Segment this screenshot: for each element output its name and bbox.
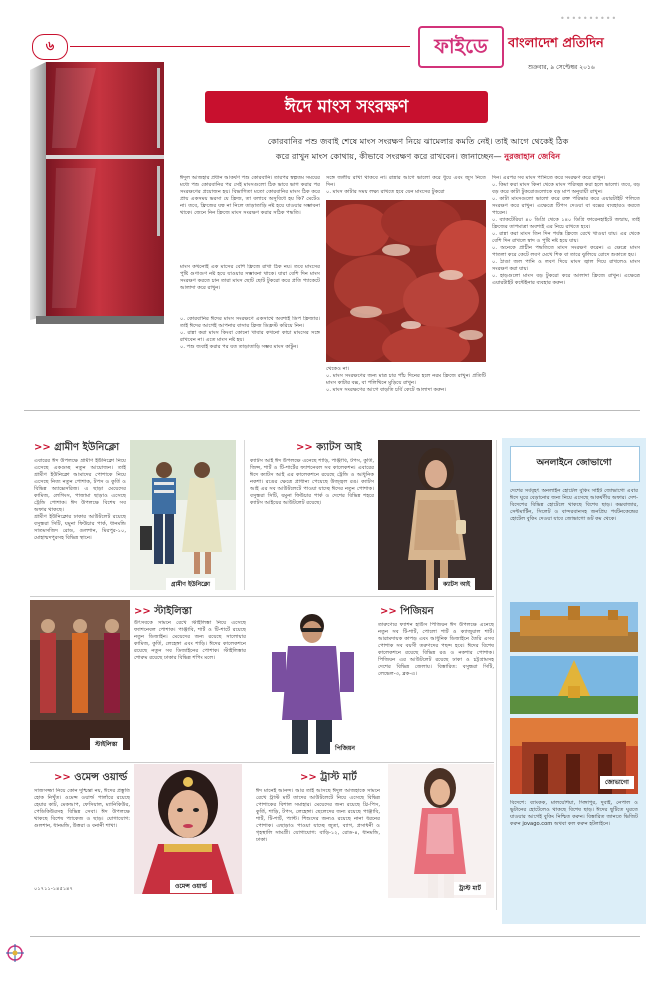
grameen-photo-caption: গ্রামীণ ইউনিক্লো xyxy=(166,578,215,591)
grameen-title-text: গ্রামীণ ইউনিক্লো xyxy=(54,442,120,453)
lead-intro-text: করে রাখুন মাংস কোথায়, কীভাবে সংরক্ষণ করে রাখবেন। জানাচ্ছেন— xyxy=(275,151,502,161)
lead-col2-p2: থেকেও না। ০. মাংস সংরক্ষণের জন্য মাত্র চার পাঁচ দিনের হলে নরম ফ্রিজে রাখুন। প্রতিটি মাংস কাটার বক্স, বা পলিথিনে মুড়িয়ে রাখুন। ০. মাংস সংরক্ষণের আগে বাড়তি চর্বি কেটে আলাদা করুন। xyxy=(326,366,486,393)
pigeon-photo-caption: পিজিয়ন xyxy=(330,742,360,755)
pigeon-photo xyxy=(254,600,372,756)
pigeon-title-text: পিজিয়ন xyxy=(400,606,434,617)
stylista-photo-caption: স্টাইলিস্তা xyxy=(90,738,123,751)
stylista-title xyxy=(134,604,192,621)
online-body2: বিদেশে: ব্যাংকক, মালয়েশিয়া, সিঙ্গাপুর, দুবাই, নেপাল ও ভুটানের হোটেলেও থাকছে বিশেষ ছাড়। ঈদের ছুটিতে ঘুরতে যাওয়ার আগেই বুকিং নিশ্চিত করুন। বিস্তারিত জানতে ভিজিট করুন jovago.com অথবা কল করুন হটলাইনে। xyxy=(510,800,638,827)
newspaper-name: বাংলাদেশ প্রতিদিন xyxy=(508,36,604,51)
lead-col1-p3: ০. কোরবানির ঈদের মাংস সংরক্ষণে একসাথে অবশ্যই ডিপ ফ্রিজার। তাই ঈদের আগেই আপনার বাসার ফ্রিজ ডিফ্রস্ট করিয়ে নিন। ০. রান্না করা মাংস কিংবা কোনো খাবার কখনো কাচা মাংসের সঙ্গে রাখবেন না। এতে মাংস নষ্ট হয়। ০. পশু জবাই করার পর যত তাড়াতাড়ি সম্ভব মাংস কাটুন। xyxy=(180,316,320,350)
column-divider xyxy=(496,440,497,910)
womens-world-title xyxy=(54,770,127,787)
grameen-title xyxy=(34,440,119,457)
trust-mart-body: ঈদ মানেই আনন্দ। আর তাই আসছে ঈদুল আজহাকে সামনে রেখে ট্রাস্ট মার্ট তাদের আউটলেটে নিয়ে এসেছে বিভিন্ন পোশাকের বিশাল সমাহার। মেয়েদের জন্য রয়েছে থ্রি-পিস, কুর্তি, শাড়ি, টপস, লেহেঙ্গা। ছেলেদের জন্য রয়েছে পাঞ্জাবি, শার্ট, টি-শার্ট, প্যান্ট। শিশুদের জন্যও রয়েছে নানা ধরনের পোশাক। এছাড়াও পাওয়া যাচ্ছে জুতা, ব্যাগ, প্রসাধনী ও গৃহস্থালি সামগ্রী। যোগাযোগ: বাড়ি-১২, রোড-৪, ধানমন্ডি, ঢাকা। xyxy=(256,788,380,843)
online-photo-pagoda xyxy=(510,656,638,714)
grameen-body: এবারের ঈদ উপলক্ষে গ্রামীণ ইউনিক্লো নিয়ে এসেছে একগুচ্ছ নতুন আয়োজন। তাই গ্রামীণ ইউনিক্লো আমাদের পোশাকে নিয়ে এসেছে নিত্য নতুন পোশাক, টপস ও কুর্তি ও বিভিন্ন অ্যাক্সেসরিজ। এ ছাড়া মেয়েদের কামিজ, লেগিংস, পাজামা ছাড়াও এসেছে ট্রেন্ডি পোশাক। ঈদ উপলক্ষে বিশেষ সব অফার থাকছে। গ্রামীণ ইউনিক্লোর ঢাকার আউটলেট রয়েছে বসুন্ধরা সিটি, যমুনা ফিউচার পার্ক, ধানমন্ডি সাতমসজিদ রোড, গুলশান, মিরপুর-১০, মোহাম্মদপুরসহ বিভিন্ন স্থানে। xyxy=(34,458,126,541)
pigeon-title xyxy=(380,604,434,621)
supplement-logo xyxy=(418,26,504,68)
online-title: অনলাইনে জোভাগো xyxy=(536,458,612,468)
lead-col3-p1: দিন। এরপর সব মাংস পানিতে করে সংরক্ষণ করে রাখুন। ০. কিমা করা মাংস কিনা থেকে মাংস পরিচ্ছন্ন করা হলে ভালো। তবে, বড় বড় করে কাটা টুকরোগুলোকে বড় মাপ অনুযায়ী রাখুন। ০. কাটা মাংসগুলো ভালো করে রক্ত পরিষ্কার করে এয়ারটাইট পলিতে সংরক্ষণ করে রাখুন। এক্ষেত্রে টিপস দেওয়া বা বক্সের ব্যবহারও করতে পারেন। ০. ব্যাকটেরিয়া ৪০ ডিগ্রি থেকে ১৪০ ডিগ্রি ফারেনহাইটে জন্মায়, তাই ফ্রিজের তাপমাত্রা অবশ্যই এর নিচে রাখতে হবে। ০. রান্না করা মাংস তিন দিন পর্যন্ত ফ্রিজে রেখে খাওয়া যায়। এর থেকে বেশি দিন রাখলে স্বাদ ও পুষ্টি নষ্ট হয়ে যায়। ০. অনেকে প্রাচীন পদ্ধতিতে মাংস সংরক্ষণ করেন। এ ক্ষেত্রে মাংস পাতলা করে কেটে লবণ মেখে শিক বা তারে ঝুলিয়ে রোদে শুকাতে হয়। ০. ঠাণ্ডা জল পানি ও লবণ দিয়ে মাংস জ্বাল দিয়ে রাখলেও মাংস সংরক্ষণ করা যায়। ০. হাড়গুলো মাংস বড় টুকরো করে আলাদা ফ্রিজে রাখুন। এক্ষেত্রে এয়ারটাইট কন্টেইনার ব্যবহার করুন। xyxy=(492,175,640,286)
footer-rule xyxy=(30,936,640,937)
womens-world-title-text: ওমেন্স ওয়ার্ল্ড xyxy=(74,772,128,783)
trust-mart-title xyxy=(300,770,357,787)
page-number-badge xyxy=(32,34,68,60)
lead-intro-line2 xyxy=(198,151,638,164)
cats-eye-photo xyxy=(378,440,492,590)
trust-mart-title-text: ট্রাস্ট মার্ট xyxy=(320,772,357,783)
cats-eye-body: ক্যাটস আই ঈদ উপলক্ষে এনেছে শাড়ি, পাঞ্জাবি, টপস, কুর্তি, জিন্স, শার্ট ও টি-শার্টের ফ্যাশনেবল সব কালেকশন। এবারের ঈদে ক্যাটস আই এর কালেকশনে রয়েছে ট্রেন্ডি ও আধুনিক নকশা। রঙের ক্ষেত্রে প্রাধান্য পেয়েছে উজ্জ্বল রঙ। ক্যাটস আই এর সব আউটলেটে পাওয়া যাচ্ছে ঈদের নতুন পোশাক। বসুন্ধরা সিটি, যমুনা ফিউচার পার্ক ও দেশের বিভিন্ন শহরে ক্যাটস আইয়ের আউটলেট রয়েছে। xyxy=(250,458,374,506)
supplement-name: ফাইডে xyxy=(434,34,488,58)
dots-decoration: •••••••••• xyxy=(560,14,618,23)
issue-date: শুক্রবার, ৯ সেপ্টেম্বর ২০১৬ xyxy=(528,64,595,71)
womens-world-body: সাজসজ্জা নিয়ে কোন দুশ্চিন্তা নয়, ঈদের প্রস্তুতি হোক নিখুঁত। ওমেন্স ওয়ার্ল্ড পার্লারে রয়েছে হেয়ার কাট, মেকআপ, ফেসিয়াল, ম্যানিকিউর, পেডিকিউরসহ বিভিন্ন সেবা। ঈদ উপলক্ষে থাকছে বিশেষ প্যাকেজ ও ছাড়। যোগাযোগ: গুলশান, ধানমন্ডি, উত্তরা ও বনানী শাখা। xyxy=(34,788,130,829)
lead-col2-p1: সঙ্গে জলীয় রাখা থাকবে না। রান্নার আগে ভালো করে ধুয়ে এবং জুস নিতে দিন। ০. মাংস কাটার সময় লক্ষ্য রাখতে হবে যেন মাংসের টুকরো xyxy=(326,175,486,195)
lead-title: ঈদে মাংস সংরক্ষণ xyxy=(284,97,409,117)
pigeon-body: তারুণ্যের ফ্যাশন হাউস পিজিয়ন ঈদ উপলক্ষে এনেছে নতুন সব টি-শার্ট, পোলো শার্ট ও ক্যাজুয়াল শার্ট। আরামদায়ক কাপড় এবং আধুনিক ডিজাইনে তৈরি এসব পোশাক সব বয়সী তরুণদের পছন্দ হবে। ঈদের বিশেষ কালেকশনে রয়েছে বিভিন্ন রঙ ও নকশার পোশাক। পিজিয়ন এর আউটলেট রয়েছে ঢাকা ও চট্টগ্রামসহ দেশের বিভিন্ন জেলায়। বিস্তারিত: বসুন্ধরা সিটি, লেভেল-৩, ব্লক-এ। xyxy=(378,622,494,677)
stylista-photo xyxy=(30,600,130,750)
trust-mart-photo-caption: ট্রাস্ট মার্ট xyxy=(454,882,486,895)
online-body1: দেশের সর্ববৃহৎ অনলাইন হোটেল বুকিং সাইট জোভাগো এবার ঈদে ঘুরে বেড়ানোর জন্য নিয়ে এসেছে আকর্ষণীয় অফার। দেশ-বিদেশের বিভিন্ন হোটেলে থাকছে বিশেষ ছাড়। কক্সবাজার, সেন্টমার্টিন, সিলেট ও বান্দরবানসহ জনপ্রিয় পর্যটনকেন্দ্রের হোটেল বুকিং দেওয়া যাবে জোভাগো ডট কম থেকে। xyxy=(510,488,638,522)
arrow-icon: >> xyxy=(134,606,151,617)
column-divider xyxy=(244,440,245,590)
lead-intro-line1: কোরবানির পশু জবাই শেষে মাংস সংরক্ষণ নিয়ে ঝামেলার কমতি নেই। তাই আগে থেকেই ঠিক xyxy=(267,136,569,146)
lead-col1-p2: মাংস কখনোই এক মাসের বেশি ফ্রিজে রাখা ঠিক নয়। তবে মাংসের পুষ্টি গুণাগুণ নষ্ট হয়ে যাওয়ার সম্ভাবনা থাকে। যারা বেশি দিন মাংস সংরক্ষণ করতে চান তারা মাংস ছোট ছোট টুকরো করে প্রতি প্যাকেটে আলাদা করে রাখুন। xyxy=(180,264,320,291)
arrow-icon: >> xyxy=(54,772,71,783)
stylista-body: উৎসবকে সামনে রেখে স্টাইলিস্তা নিয়ে এসেছে ফ্যাশনেবল পোশাক। পাঞ্জাবি, শার্ট ও টি-শার্টে রয়েছে নতুন ডিজাইন। মেয়েদের জন্য রয়েছে সালোয়ার কামিজ, কুর্তি, লেহেঙ্গা এবং শাড়ি। ঈদের কালেকশনে রয়েছে নতুন সব ডিজাইনের পোশাক। স্টাইলিস্তার শোরুম রয়েছে ঢাকার বিভিন্ন শপিং মলে। xyxy=(134,620,246,661)
page-number: ৬ xyxy=(45,39,55,54)
arrow-icon: >> xyxy=(34,442,51,453)
header-rule xyxy=(70,46,410,47)
online-photo-caption: জোভাগো xyxy=(600,776,634,789)
lead-col1-p1: ঈদুল আজহার প্রধান আকর্ষণ পশু কোরবানি। তারপর স্বল্পতম সময়ের মধ্যে পশু কোরবানির পর সেই মাংসগুলো ঠিক ভাবে ভাগ করার পর সংরক্ষণের প্রয়োজন হয়। বিভাগিতা মতো কোরবানির মাংস ঠিক করে প্রায় একসময় ভরসা যে ফ্রিজ, তা বলাবে অসুবিধে হয় কি? মেটেও না। তবে, ফ্রিজের যত্ন না নিলে তাড়াতাড়ি নষ্ট হয়ে যাওয়ার সম্ভাবনা থাকে। জেনে নিন ফ্রিজে মাংস সংরক্ষণ করার সঠিক পদ্ধতি। xyxy=(180,175,320,216)
grameen-photo xyxy=(130,440,236,590)
arrow-icon: >> xyxy=(296,442,313,453)
womens-world-photo xyxy=(134,764,242,894)
womens-world-phone: ০১৭১১-১৪৫১৪৭ xyxy=(34,886,73,892)
stylista-title-text: স্টাইলিস্তা xyxy=(154,606,192,617)
cats-eye-title-text: ক্যাটস আই xyxy=(316,442,362,453)
raw-meat-photo xyxy=(326,200,486,362)
registration-mark-icon xyxy=(6,944,24,962)
cats-eye-photo-caption: ক্যাটস আই xyxy=(438,578,475,591)
lead-bottom-rule xyxy=(24,410,640,411)
section-rule xyxy=(30,762,494,763)
trust-mart-photo xyxy=(388,764,494,898)
section-rule xyxy=(30,596,494,597)
cats-eye-title xyxy=(296,440,361,457)
online-photo-temple xyxy=(510,602,638,652)
refrigerator-image xyxy=(16,58,176,326)
womens-world-photo-caption: ওমেন্স ওয়ার্ল্ড xyxy=(170,880,212,893)
arrow-icon: >> xyxy=(300,772,317,783)
lead-author: নুরজাহান জেবিন xyxy=(504,151,561,161)
arrow-icon: >> xyxy=(380,606,397,617)
